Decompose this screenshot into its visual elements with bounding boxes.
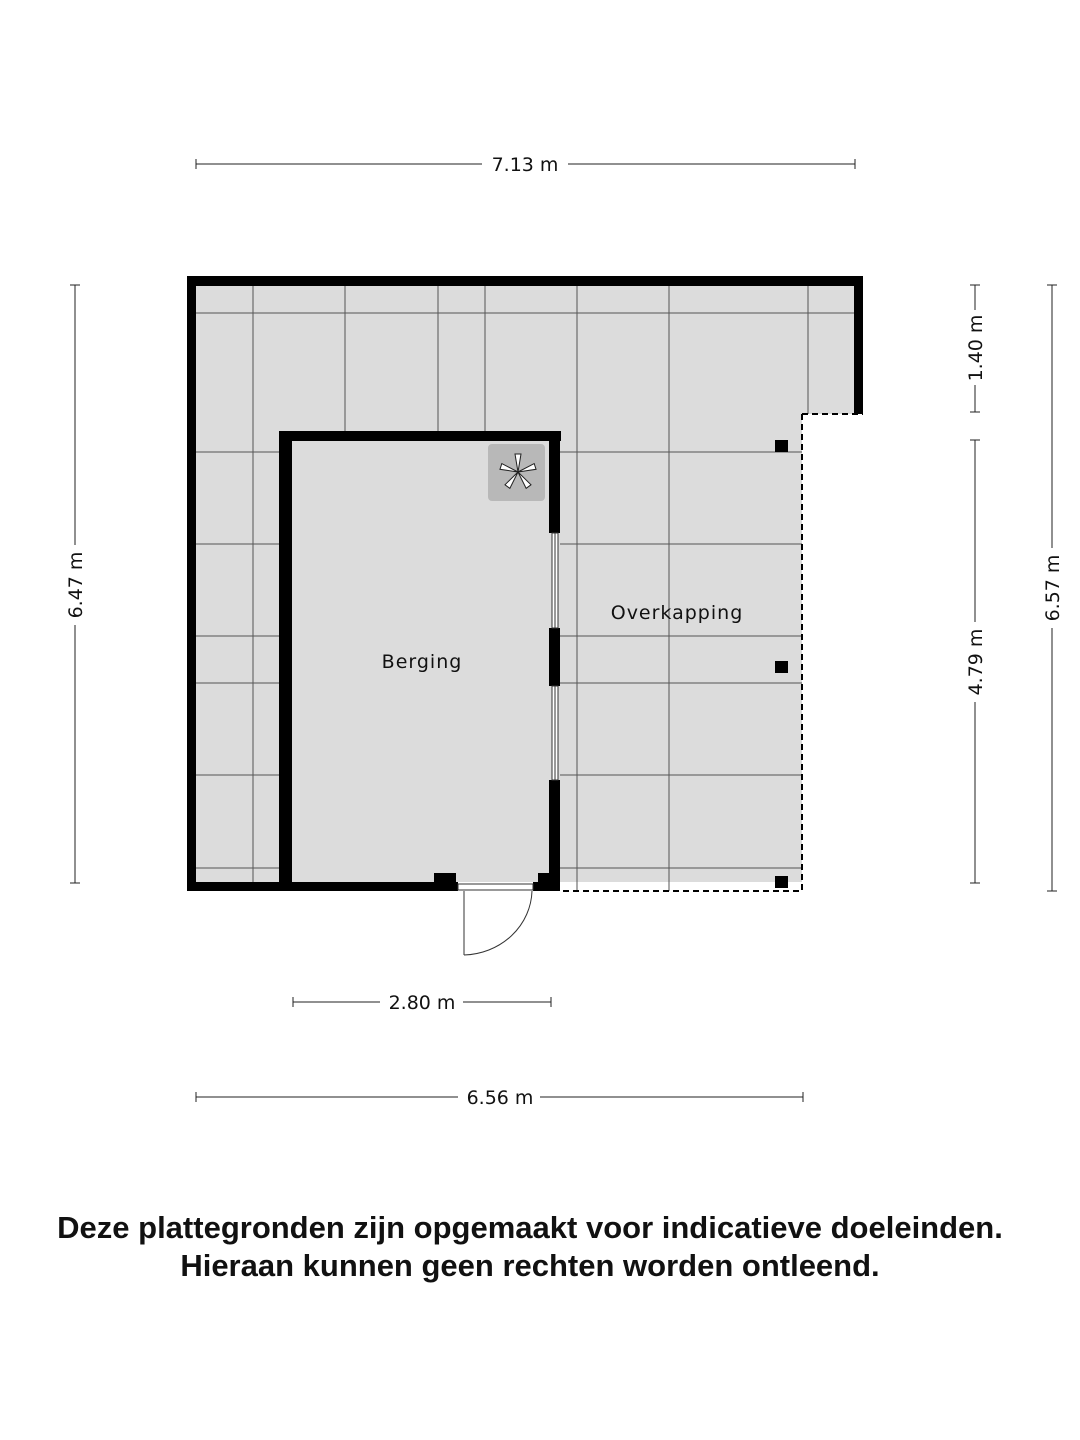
fan-icon — [488, 444, 545, 501]
dimension-right-total: 6.57 m — [1042, 554, 1064, 622]
room-label-berging: Berging — [381, 651, 463, 673]
disclaimer-line-2: Hieraan kunnen geen rechten worden ontleend. — [180, 1248, 880, 1283]
disclaimer-line-1: Deze plattegronden zijn opgemaakt voor indicatieve doeleinden. — [57, 1210, 1003, 1245]
dimension-right-lower: 4.79 m — [965, 628, 987, 696]
door — [458, 884, 533, 955]
dimension-right-upper: 1.40 m — [965, 314, 987, 382]
dimension-left-height: 6.47 m — [65, 551, 87, 619]
room-label-overkapping: Overkapping — [610, 602, 744, 624]
dimension-bottom-width: 6.56 m — [466, 1087, 534, 1109]
dimension-top-width: 7.13 m — [491, 154, 559, 176]
dimension-berging-width: 2.80 m — [388, 992, 456, 1014]
